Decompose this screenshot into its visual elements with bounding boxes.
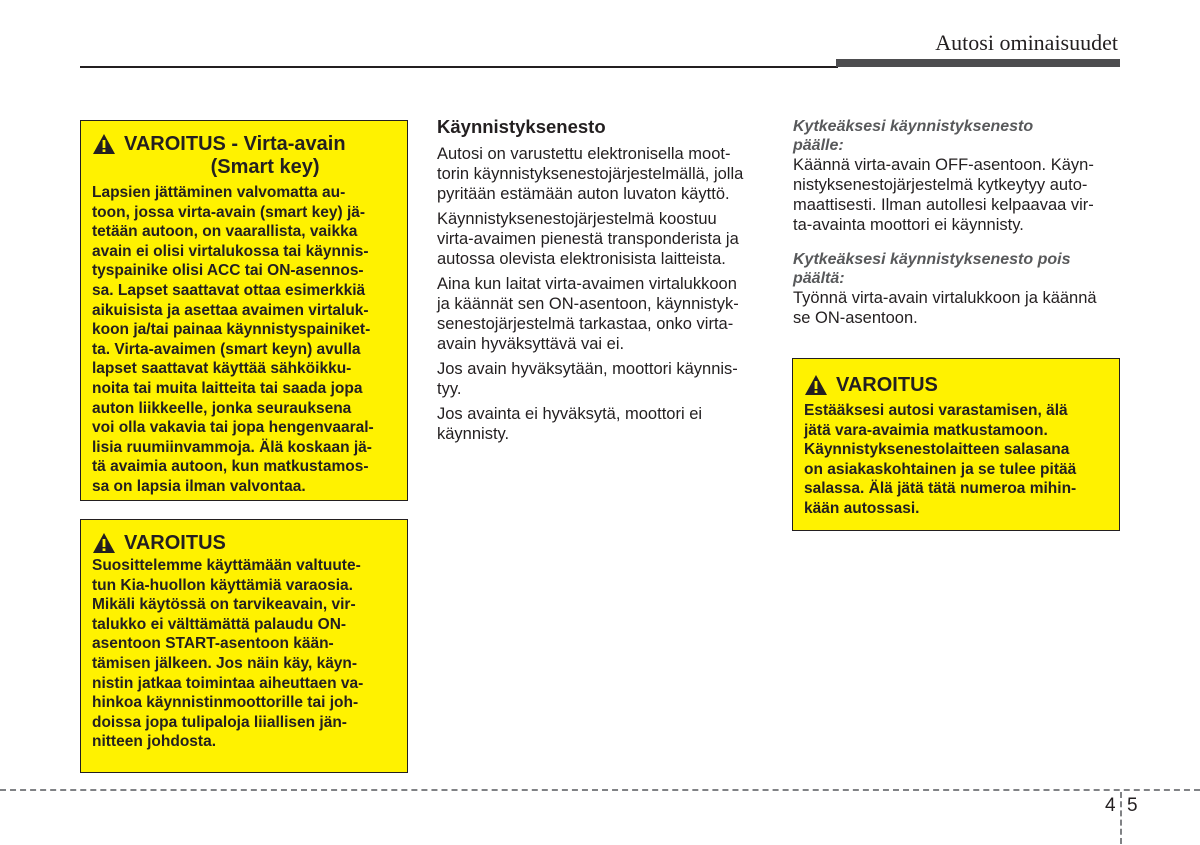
activate-heading: Kytkeäksesi käynnistyksenesto päälle: xyxy=(793,118,1034,154)
warning-title-main: VAROITUS - Virta-avain xyxy=(124,133,346,155)
warning-box-smart-key xyxy=(80,120,408,501)
chapter-number: 4 xyxy=(1105,795,1116,816)
warning-title: VAROITUS xyxy=(124,532,226,554)
paragraph: Aina kun laitat virta-avaimen virtalukkoon ja käännät sen ON-asentoon, käynnistyk- senestojärjestelmä tarkastaa, onko virta- avain hyväksyttävä vai ei. xyxy=(437,275,739,353)
paragraph: Käynnistyksenestojärjestelmä koostuu virta-avaimen pienestä transponderista ja autossa olevista elektronisista laitteista. xyxy=(437,210,739,268)
paragraph: Autosi on varustettu elektronisella moot- torin käynnistyksenestojärjestelmällä, jolla pyritään estämään auton luvaton käyttö. xyxy=(437,145,744,203)
warning-header xyxy=(92,133,397,179)
warning-box-accessory-key xyxy=(80,519,408,773)
warning-box-theft xyxy=(792,358,1120,531)
paragraph: Jos avain hyväksytään, moottori käynnis- tyy. xyxy=(437,360,738,398)
warning-body: Estääksesi autosi varastamisen, älä jätä vara-avaimia matkustamoon. Käynnistyksenestolaitteen salasana on asiakaskohtainen ja se tulee pitää salassa. Älä jätä tätä numeroa mihin- kään autossasi. xyxy=(804,402,1077,517)
warning-body: Lapsien jättäminen valvomatta au- toon, jossa virta-avain (smart key) jä- tetään autoon, on vaarallista, vaikka avain ei olisi virtalukossa tai käynnis- tyspainike olisi ACC tai ON-asennos- sa. Lapset saattavat ottaa esimerkkiä aikuisista ja asettaa avaimen virtaluk- koon ja/tai painaa käynnistyspainiket- ta. Virta-avaimen (smart keyn) avulla lapset saattavat käyttää sähköikku- noita tai muita laitteita tai saada jopa auton liikkeelle, jonka seurauksena voi olla vakavia tai jopa hengenvaaral- lisia ruumiinvammoja. Älä koskaan jä- tä avaimia autoon, kun matkustamos- sa on lapsia ilman valvontaa. xyxy=(92,184,374,495)
warning-body: Suosittelemme käyttämään valtuute- tun Kia-huollon käyttämiä varaosia. Mikäli käytössä on tarvikeavain, vir- talukko ei välttämättä palaudu ON- asentoon START-asentoon kään- tämisen jälkeen. Jos näin käy, käyn- nistin jatkaa toimintaa aiheuttaen va- hinkoa käynnistinmoottorille tai joh- doissa jopa tulipaloja liiallisen jän- nitteen johdosta. xyxy=(92,557,364,751)
immobilizer-instructions xyxy=(793,117,1121,343)
immobilizer-section xyxy=(437,116,765,449)
header-rule xyxy=(80,66,838,68)
header-rule-accent xyxy=(836,59,1120,67)
warning-triangle-icon xyxy=(804,374,828,396)
warning-triangle-icon xyxy=(92,133,116,155)
page-header-title: Autosi ominaisuudet xyxy=(935,30,1118,55)
page-number-divider xyxy=(1120,792,1122,844)
warning-triangle-icon xyxy=(92,532,116,554)
warning-title-sub: (Smart key) xyxy=(210,156,320,178)
warning-title: VAROITUS xyxy=(836,374,938,396)
page-number: 5 xyxy=(1127,795,1138,816)
warning-header xyxy=(92,532,397,555)
warning-header xyxy=(804,374,1109,397)
deactivate-text: Työnnä virta-avain virtalukkoon ja käännä se ON-asentoon. xyxy=(793,289,1097,327)
section-heading: Käynnistyksenesto xyxy=(437,116,606,137)
deactivate-heading: Kytkeäksesi käynnistyksenesto pois päältä: xyxy=(793,251,1071,287)
warning-title xyxy=(124,133,346,179)
activate-text: Käännä virta-avain OFF-asentoon. Käyn- nistyksenestojärjestelmä kytkeytyy auto- maattisesti. Ilman autollesi kelpaavaa vir- ta-avainta moottori ei käynnisty. xyxy=(793,156,1094,234)
paragraph: Jos avainta ei hyväksytä, moottori ei käynnisty. xyxy=(437,405,703,443)
footer-dashed-rule xyxy=(0,789,1200,791)
